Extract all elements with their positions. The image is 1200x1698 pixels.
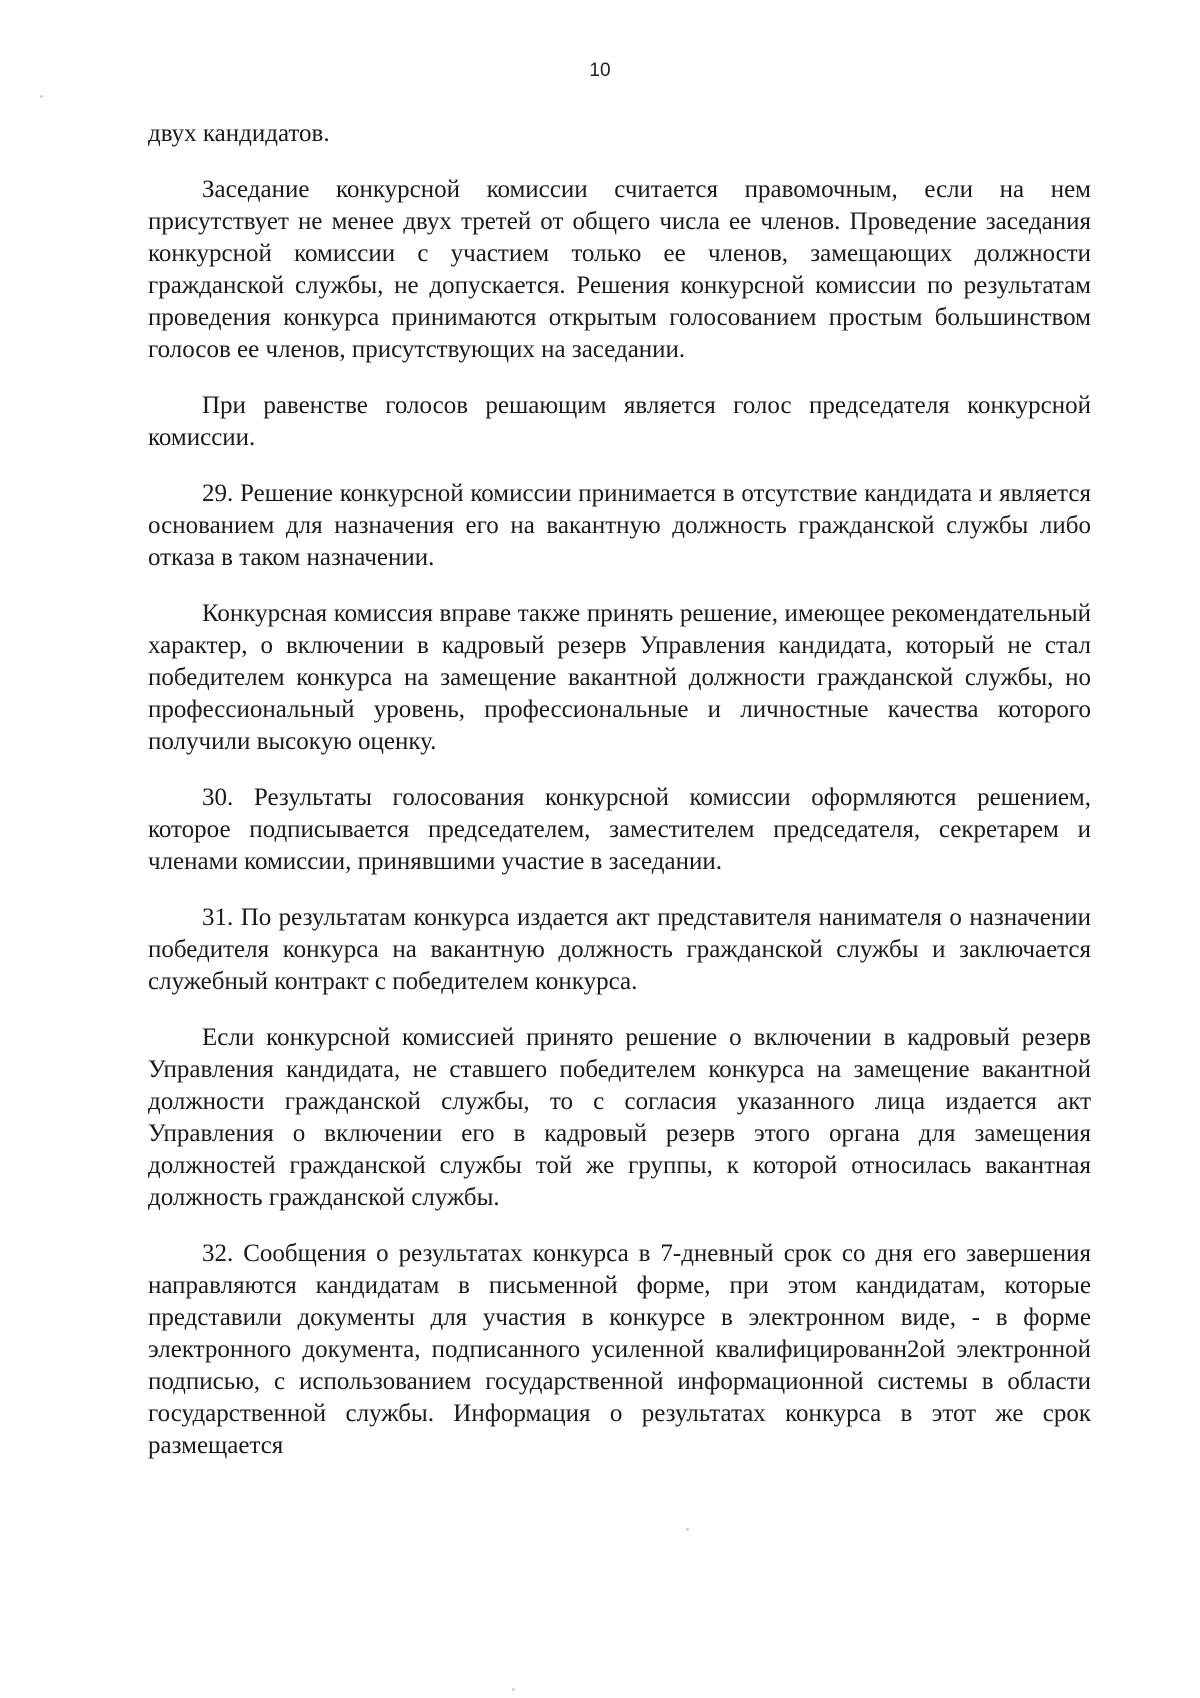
paragraph-quorum: Заседание конкурсной комиссии считается правомочным, если на нем присутствует не менее двух третей от общего числа ее членов. Проведение заседания конкурсной комиссии с участием только ее членов, замещающих должности гражданской службы, не допускается. Решения конкурсной комиссии по результатам проведения конкурса принимаются открытым голосованием простым большинством голосов ее членов, присутствующих на заседании.	[148, 176, 1091, 363]
paragraph-clause-31: 31. По результатам конкурса издается акт представителя нанимателя о назначении победителя конкурса на вакантную должность гражданской службы и заключается служебный контракт с победителем конкурса.	[148, 904, 1091, 995]
page-number: 10	[589, 60, 611, 81]
scan-speck	[512, 1688, 515, 1691]
scan-speck	[40, 95, 43, 98]
paragraph-reserve-inclusion: Если конкурсной комиссией принято решение о включении в кадровый резерв Управления кандидата, не ставшего победителем конкурса на замещение вакантной должности гражданской службы, то с согласия указанного лица издается акт Управления о включении его в кадровый резерв этого органа для замещения должностей гражданской службы той же группы, к которой относилась вакантная должность гражданской службы.	[148, 1024, 1091, 1211]
paragraph-tie-vote: При равенстве голосов решающим является голос председателя конкурсной комиссии.	[148, 392, 1091, 451]
paragraph-personnel-reserve-recommendation: Конкурсная комиссия вправе также принять решение, имеющее рекомендательный характер, о включении в кадровый резерв Управления кандидата, который не стал победителем конкурса на замещение вакантной должности гражданской службы, но профессиональный уровень, профессиональные и личностные качества которого получили высокую оценку.	[148, 600, 1091, 755]
scan-speck	[686, 1528, 689, 1531]
paragraph-clause-30: 30. Результаты голосования конкурсной комиссии оформляются решением, которое подписывается председателем, заместителем председателя, секретарем и членами комиссии, принявшими участие в заседании.	[148, 784, 1091, 875]
paragraph-clause-32: 32. Сообщения о результатах конкурса в 7-дневный срок со дня его завершения направляются кандидатам в письменной форме, при этом кандидатам, которые представили документы для участия в конкурсе в электронном виде, - в форме электронного документа, подписанного усиленной квалифицированн2ой электронной подписью, с использованием государственной информационной системы в области государственной службы. Информация о результатах конкурса в этот же срок размещается	[148, 1240, 1091, 1459]
paragraph-clause-29: 29. Решение конкурсной комиссии принимается в отсутствие кандидата и является основанием для назначения его на вакантную должность гражданской службы либо отказа в таком назначении.	[148, 480, 1091, 571]
paragraph-continuation: двух кандидатов.	[148, 120, 330, 147]
document-body	[148, 118, 1091, 1486]
